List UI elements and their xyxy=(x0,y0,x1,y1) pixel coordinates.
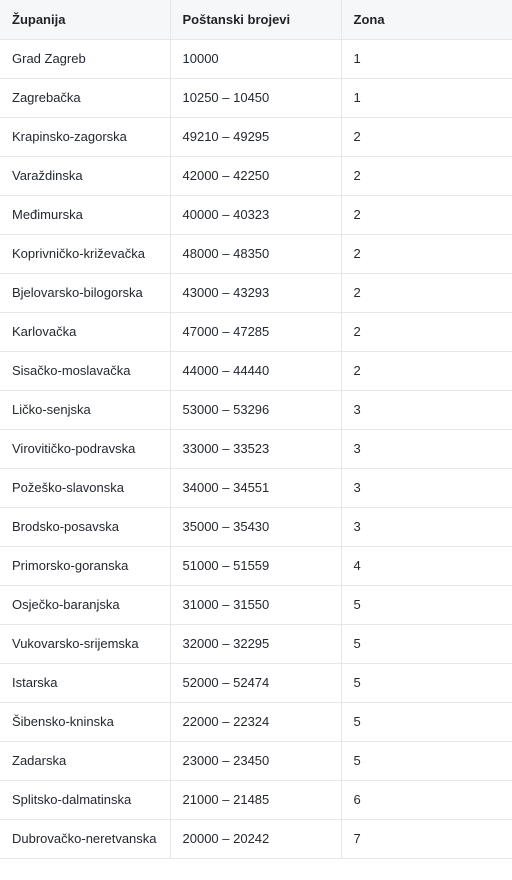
table-row xyxy=(0,702,512,741)
table-row xyxy=(0,741,512,780)
cell-zone: 2 xyxy=(341,312,512,351)
cell-postal-codes: 23000 – 23450 xyxy=(170,741,341,780)
table-row xyxy=(0,546,512,585)
header-row xyxy=(0,0,512,39)
cell-zone: 2 xyxy=(341,234,512,273)
table-row xyxy=(0,819,512,858)
table-row xyxy=(0,780,512,819)
cell-county: Vukovarsko-srijemska xyxy=(0,624,170,663)
cell-postal-codes: 33000 – 33523 xyxy=(170,429,341,468)
header-zone: Zona xyxy=(341,0,512,39)
cell-county: Požeško-slavonska xyxy=(0,468,170,507)
table-row xyxy=(0,663,512,702)
cell-county: Dubrovačko-neretvanska xyxy=(0,819,170,858)
table-row xyxy=(0,507,512,546)
cell-county: Karlovačka xyxy=(0,312,170,351)
cell-postal-codes: 40000 – 40323 xyxy=(170,195,341,234)
cell-zone: 3 xyxy=(341,390,512,429)
cell-zone: 2 xyxy=(341,195,512,234)
cell-zone: 5 xyxy=(341,585,512,624)
cell-postal-codes: 53000 – 53296 xyxy=(170,390,341,429)
table-row xyxy=(0,117,512,156)
table-row xyxy=(0,585,512,624)
cell-zone: 1 xyxy=(341,39,512,78)
table-row xyxy=(0,78,512,117)
header-postal-codes: Poštanski brojevi xyxy=(170,0,341,39)
cell-county: Brodsko-posavska xyxy=(0,507,170,546)
table-row xyxy=(0,234,512,273)
table-row xyxy=(0,429,512,468)
cell-postal-codes: 31000 – 31550 xyxy=(170,585,341,624)
table-row xyxy=(0,312,512,351)
cell-postal-codes: 44000 – 44440 xyxy=(170,351,341,390)
cell-county: Splitsko-dalmatinska xyxy=(0,780,170,819)
cell-zone: 5 xyxy=(341,741,512,780)
cell-zone: 2 xyxy=(341,351,512,390)
cell-postal-codes: 20000 – 20242 xyxy=(170,819,341,858)
cell-zone: 3 xyxy=(341,429,512,468)
cell-postal-codes: 51000 – 51559 xyxy=(170,546,341,585)
cell-zone: 7 xyxy=(341,819,512,858)
cell-county: Osječko-baranjska xyxy=(0,585,170,624)
cell-zone: 6 xyxy=(341,780,512,819)
cell-zone: 1 xyxy=(341,78,512,117)
cell-zone: 2 xyxy=(341,273,512,312)
cell-county: Grad Zagreb xyxy=(0,39,170,78)
cell-zone: 2 xyxy=(341,156,512,195)
table-row xyxy=(0,39,512,78)
cell-county: Krapinsko-zagorska xyxy=(0,117,170,156)
cell-zone: 5 xyxy=(341,663,512,702)
cell-postal-codes: 10000 xyxy=(170,39,341,78)
table-row xyxy=(0,273,512,312)
cell-postal-codes: 43000 – 43293 xyxy=(170,273,341,312)
header-county: Županija xyxy=(0,0,170,39)
table-row xyxy=(0,195,512,234)
cell-county: Sisačko-moslavačka xyxy=(0,351,170,390)
cell-county: Primorsko-goranska xyxy=(0,546,170,585)
cell-zone: 3 xyxy=(341,507,512,546)
table-row xyxy=(0,390,512,429)
cell-postal-codes: 34000 – 34551 xyxy=(170,468,341,507)
cell-postal-codes: 32000 – 32295 xyxy=(170,624,341,663)
cell-county: Bjelovarsko-bilogorska xyxy=(0,273,170,312)
cell-county: Virovitičko-podravska xyxy=(0,429,170,468)
table-row xyxy=(0,351,512,390)
cell-postal-codes: 47000 – 47285 xyxy=(170,312,341,351)
cell-county: Šibensko-kninska xyxy=(0,702,170,741)
table-row xyxy=(0,156,512,195)
table-row xyxy=(0,468,512,507)
cell-postal-codes: 52000 – 52474 xyxy=(170,663,341,702)
cell-zone: 2 xyxy=(341,117,512,156)
cell-postal-codes: 48000 – 48350 xyxy=(170,234,341,273)
cell-postal-codes: 49210 – 49295 xyxy=(170,117,341,156)
cell-county: Istarska xyxy=(0,663,170,702)
cell-postal-codes: 22000 – 22324 xyxy=(170,702,341,741)
cell-county: Zagrebačka xyxy=(0,78,170,117)
cell-county: Varaždinska xyxy=(0,156,170,195)
cell-zone: 5 xyxy=(341,624,512,663)
cell-county: Zadarska xyxy=(0,741,170,780)
table-row xyxy=(0,624,512,663)
cell-postal-codes: 10250 – 10450 xyxy=(170,78,341,117)
cell-postal-codes: 21000 – 21485 xyxy=(170,780,341,819)
cell-county: Koprivničko-križevačka xyxy=(0,234,170,273)
cell-zone: 3 xyxy=(341,468,512,507)
cell-county: Ličko-senjska xyxy=(0,390,170,429)
cell-zone: 4 xyxy=(341,546,512,585)
table-header xyxy=(0,0,512,39)
cell-county: Međimurska xyxy=(0,195,170,234)
cell-postal-codes: 42000 – 42250 xyxy=(170,156,341,195)
table-body xyxy=(0,39,512,858)
cell-postal-codes: 35000 – 35430 xyxy=(170,507,341,546)
cell-zone: 5 xyxy=(341,702,512,741)
